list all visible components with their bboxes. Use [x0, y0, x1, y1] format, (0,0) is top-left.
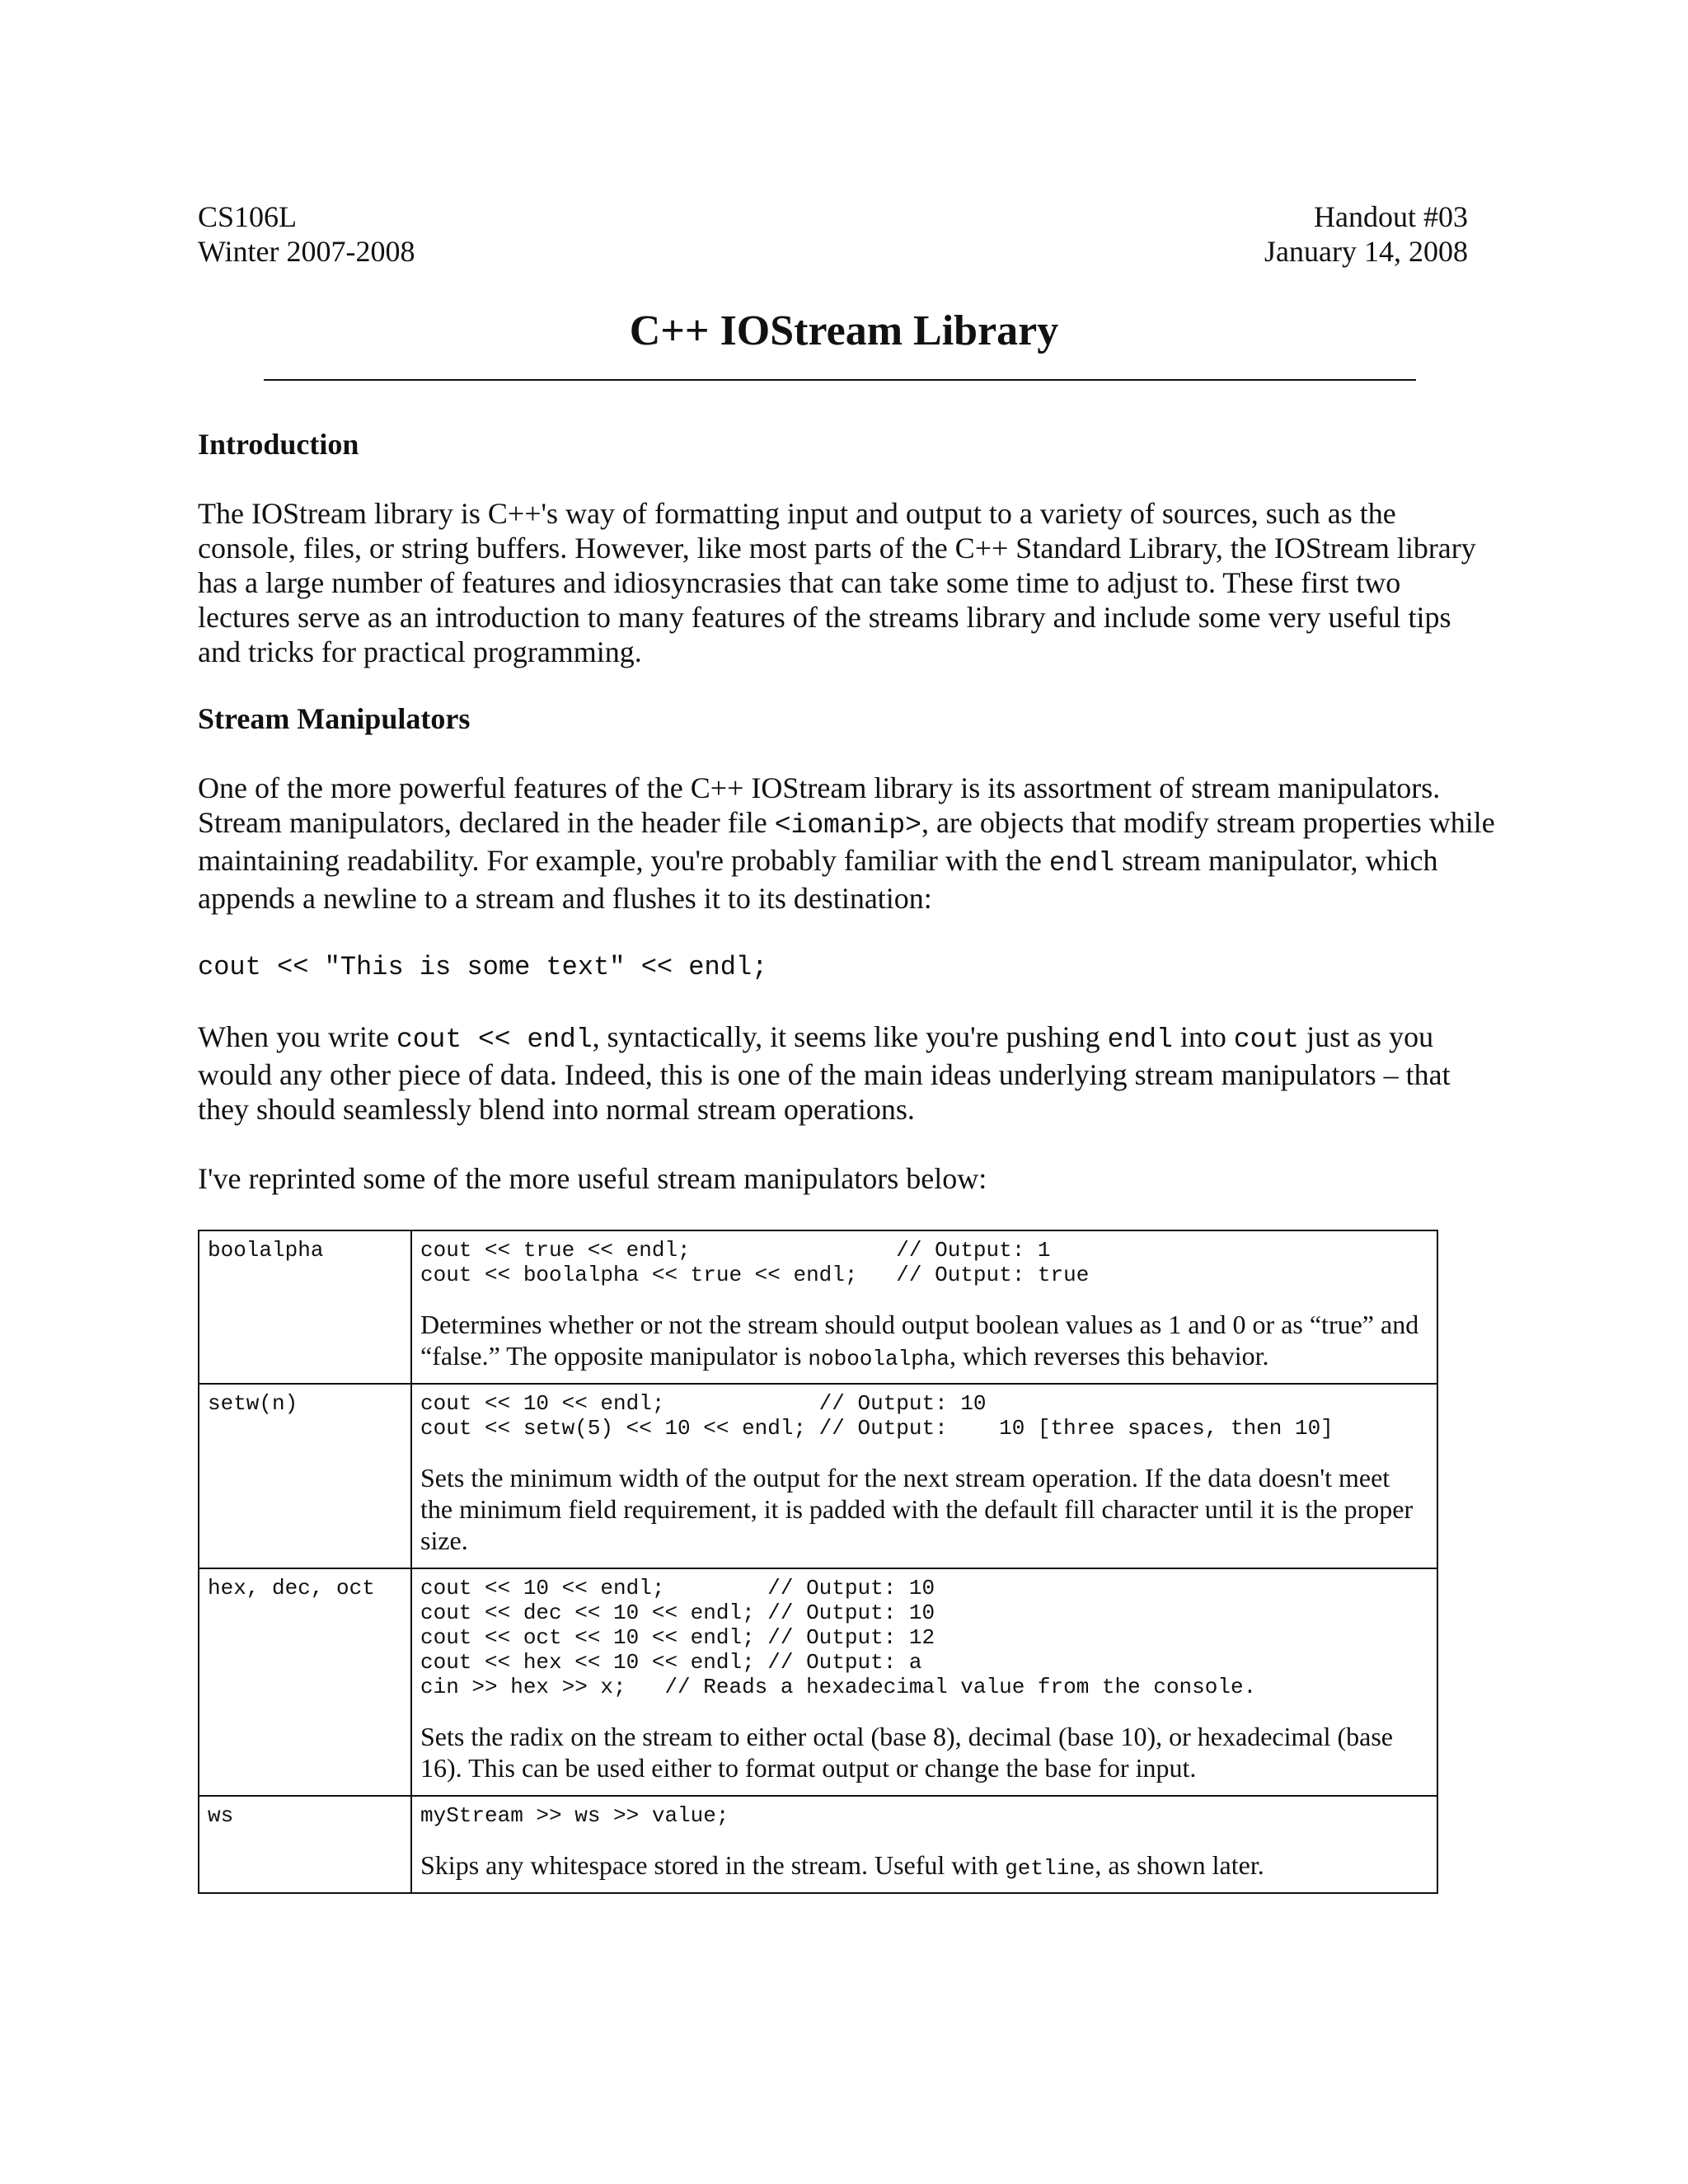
manipulators-paragraph-2: When you write cout << endl, syntactically, it seems like you're pushing endl into cout just as you would any other piece of data. Indeed, this is one of the main ideas underlying stream manipulators – that they should seamlessly blend into normal stream operations.: [198, 1020, 1451, 1126]
inline-code: getline: [1005, 1856, 1095, 1881]
intro-paragraph: The IOStream library is C++'s way of formatting input and output to a variety of sources, such as the console, files, or string buffers. However, like most parts of the C++ Standard Library, the IOStream library has a large number of features and idiosyncrasies that can take some time to adjust to. These first two lectures serve as an introduction to many features of the streams library and include some very useful tips and tricks for practical programming.: [198, 497, 1476, 668]
table-row: [199, 1568, 1437, 1796]
manipulator-code: cout << true << endl; // Output: 1 cout << boolalpha << true << endl; // Output: true: [420, 1238, 1090, 1287]
header-left: [198, 199, 415, 269]
manipulator-detail: [411, 1796, 1437, 1893]
manipulator-description: Sets the minimum width of the output for the next stream operation. If the data doesn't meet the minimum field requirement, it is padded with the default fill character until it is the proper size.: [420, 1463, 1414, 1555]
inline-code-cout: cout: [1233, 1024, 1300, 1055]
manipulator-name: setw(n): [199, 1384, 411, 1568]
handout-date: January 14, 2008: [1264, 235, 1468, 268]
term: Winter 2007-2008: [198, 235, 415, 268]
document-title: C++ IOStream Library: [629, 307, 1059, 354]
manipulator-name: hex, dec, oct: [199, 1568, 411, 1796]
manipulator-name: boolalpha: [199, 1230, 411, 1384]
header-right: [1264, 199, 1468, 269]
table-row: [199, 1796, 1437, 1893]
manipulator-description: Skips any whitespace stored in the stream. Useful with getline, as shown later.: [420, 1850, 1264, 1881]
inline-code: noboolalpha: [808, 1347, 950, 1371]
handout-number: Handout #03: [1314, 200, 1468, 233]
manipulator-detail: [411, 1230, 1437, 1384]
inline-code-iomanip: <iomanip>: [774, 810, 921, 841]
course-code: CS106L: [198, 200, 298, 233]
manipulator-name: ws: [199, 1796, 411, 1893]
table-row: [199, 1384, 1437, 1568]
manipulators-paragraph-1: One of the more powerful features of the C++ IOStream library is its assortment of stream manipulators. Stream manipulators, declared in the header file <iomanip>, are objects that modify stream properties while maintaining readability. For example, you're probably familiar with the endl stream manipulator, which appends a newline to a stream and flushes it to its destination:: [198, 771, 1495, 915]
manipulators-paragraph-3: I've reprinted some of the more useful stream manipulators below:: [198, 1162, 987, 1195]
manipulators-table: [198, 1230, 1438, 1894]
manipulator-description: Determines whether or not the stream should output boolean values as 1 and 0 or as “true” and “false.” The opposite manipulator is noboolalpha, which reverses this behavior.: [420, 1310, 1419, 1371]
inline-code-cout-endl: cout << endl: [396, 1024, 593, 1055]
inline-code-endl: endl: [1107, 1024, 1173, 1055]
title-divider: [264, 379, 1416, 381]
manipulator-code: cout << 10 << endl; // Output: 10 cout << setw(5) << 10 << endl; // Output: 10 [three spaces, then 10]: [420, 1391, 1334, 1441]
manipulator-detail: [411, 1568, 1437, 1796]
manipulator-detail: [411, 1384, 1437, 1568]
manipulator-description: Sets the radix on the stream to either octal (base 8), decimal (base 10), or hexadecimal (base 16). This can be used either to format output or change the base for input.: [420, 1722, 1393, 1783]
intro-heading: Introduction: [198, 428, 359, 461]
intro-section: [198, 427, 1500, 669]
manipulator-code: cout << 10 << endl; // Output: 10 cout << dec << 10 << endl; // Output: 10 cout << oct << 10 << endl; // Output: 12 cout << hex << 10 << endl; // Output: a cin >> hex >> x; // Reads a hexadecimal value from the console.: [420, 1576, 1257, 1699]
example-code: cout << "This is some text" << endl;: [198, 952, 768, 982]
manipulator-code: myStream >> ws >> value;: [420, 1803, 729, 1828]
manipulators-heading: Stream Manipulators: [198, 702, 471, 735]
inline-code-endl: endl: [1048, 848, 1115, 879]
manipulators-section: [198, 701, 1500, 1196]
table-row: [199, 1230, 1437, 1384]
